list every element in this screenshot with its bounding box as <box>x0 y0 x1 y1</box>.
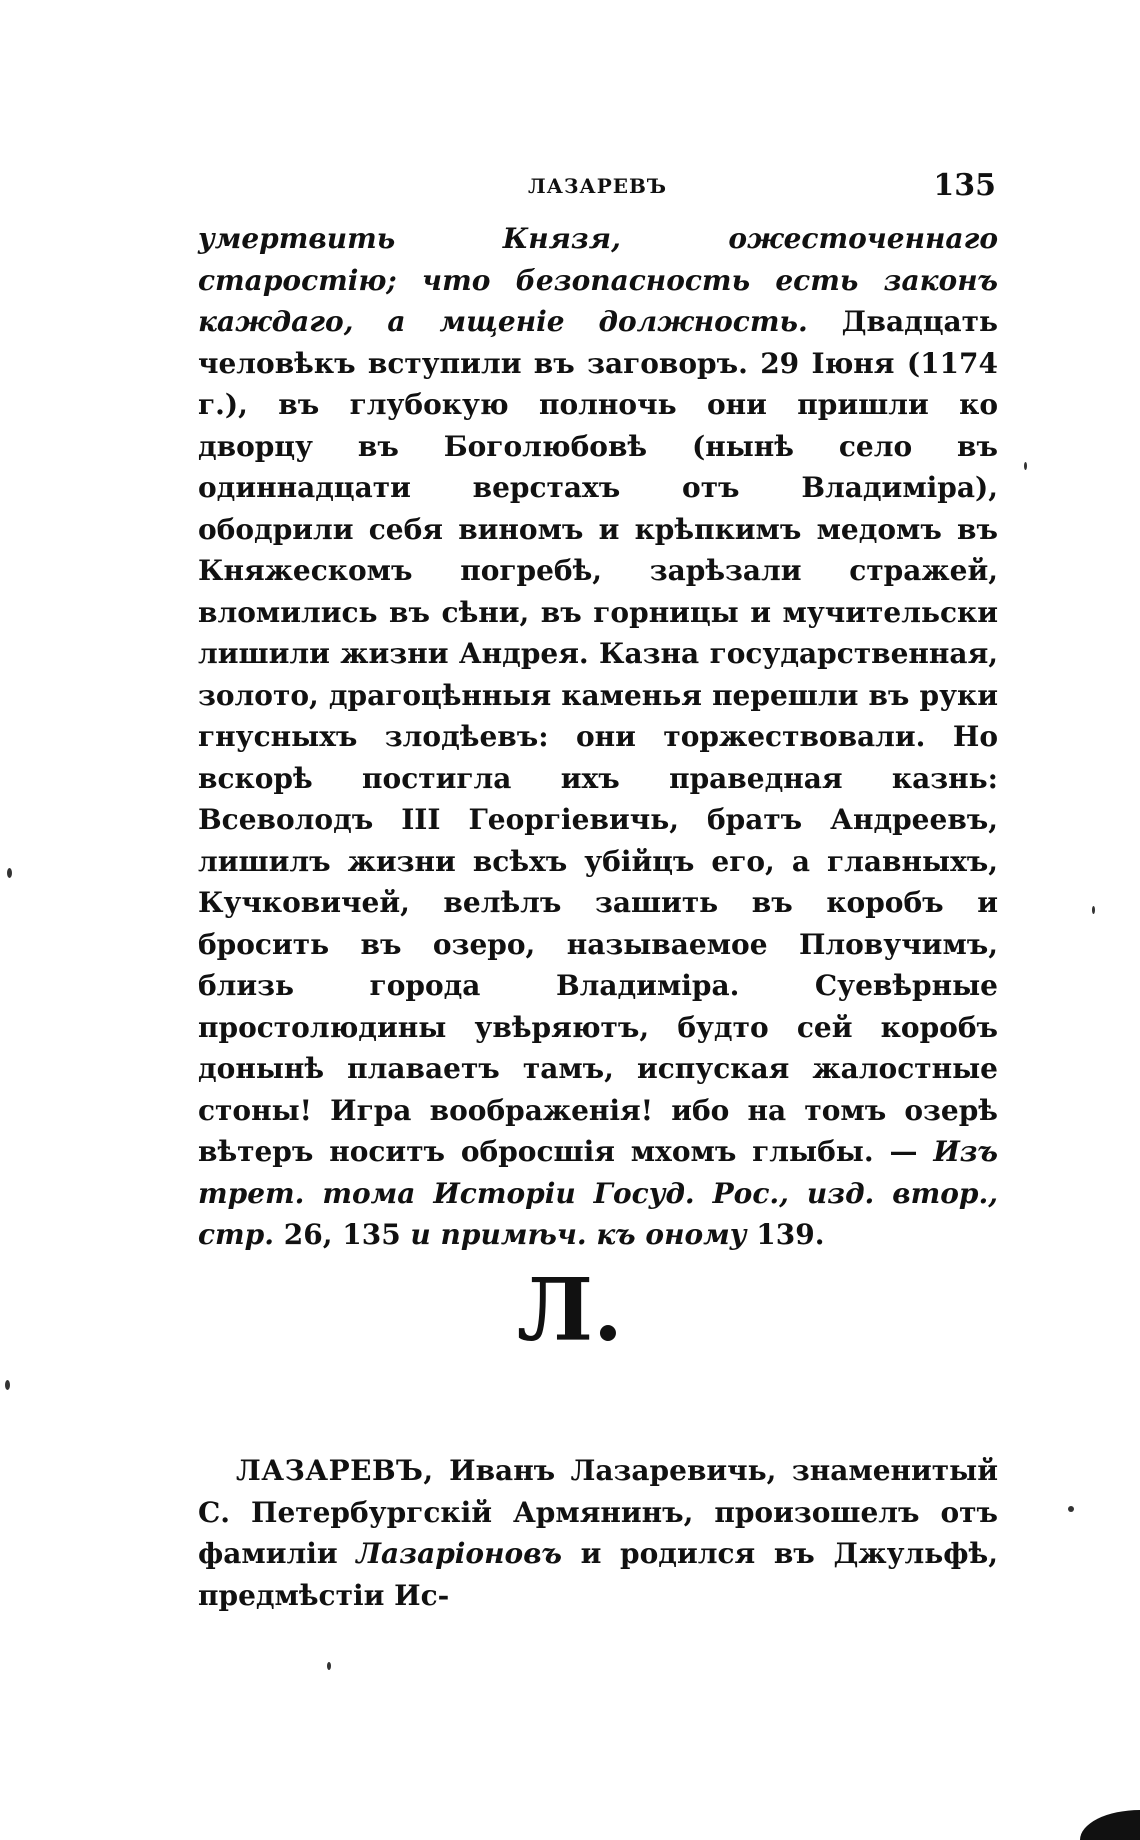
italic-opening: умертвить Князя, ожесточеннаго старостію; что безопасность есть законъ каждаго, а мщеніе должность. <box>198 222 998 338</box>
citation-end: 139. <box>746 1218 825 1251</box>
entry-paragraph <box>198 1450 998 1616</box>
entry-text-continued: и родился въ Джульфѣ, предмѣстіи Ис- <box>198 1537 998 1612</box>
section-letter: Л. <box>517 1260 623 1361</box>
print-speck <box>5 1380 10 1390</box>
print-speck <box>1092 906 1095 914</box>
citation-source: Изъ трет. тома Исторіи Госуд. Рос., изд. втор., стр. <box>198 1135 998 1251</box>
page-number: 135 <box>933 168 996 203</box>
continued-article-text <box>198 218 998 1256</box>
paragraph-text: Двадцать человѣкъ вступили въ заговоръ. 29 Іюня (1174 г.), въ глубокую полночь они пришли ко дворцу въ Боголюбовѣ (нынѣ село въ одиннадцати верстахъ отъ Владиміра), ободрили себя виномъ и крѣпкимъ медомъ въ Княжескомъ погребѣ, зарѣзали стражей, вломились въ сѣни, въ горницы и мучительски лишили жизни Андрея. Казна государственная, золото, драгоцѣнныя каменья перешли въ руки гнусныхъ злодѣевъ: они торжествовали. Но вскорѣ постигла ихъ праведная казнь: Всеволодъ III Георгіевичь, братъ Андреевъ, лишилъ жизни всѣхъ убійцъ его, а главныхъ, Кучковичей, велѣлъ зашить въ коробъ и бросить въ озеро, называемое Пловучимъ, близь города Владиміра. Суевѣрные простолюдины увѣряютъ, будто сей коробъ донынѣ плаваетъ тамъ, испуская жалостные стоны! Игра воображенія! ибо на томъ озерѣ вѣтеръ носитъ обросшія мхомъ глыбы. — <box>198 305 998 1168</box>
print-speck <box>7 868 12 878</box>
entry-headword: ЛАЗАРЕВЪ, <box>236 1454 434 1487</box>
ink-blot <box>1080 1810 1140 1840</box>
print-speck <box>1068 1506 1074 1512</box>
print-speck <box>1024 462 1027 470</box>
article-paragraph <box>198 218 998 1256</box>
citation-pages: 26, 135 <box>274 1218 411 1251</box>
running-title: ЛАЗАРЕВЪ <box>528 174 668 198</box>
entry-text: Иванъ Лазаревичь, знаменитый С. Петербургскій Армянинъ, произошелъ отъ фамиліи <box>198 1454 998 1570</box>
dictionary-entry <box>198 1450 998 1616</box>
running-head <box>198 170 998 210</box>
citation-notes: и примѣч. къ оному <box>410 1218 747 1251</box>
print-speck <box>327 1662 331 1670</box>
entry-family-name: Лазаріоновъ <box>356 1537 562 1570</box>
